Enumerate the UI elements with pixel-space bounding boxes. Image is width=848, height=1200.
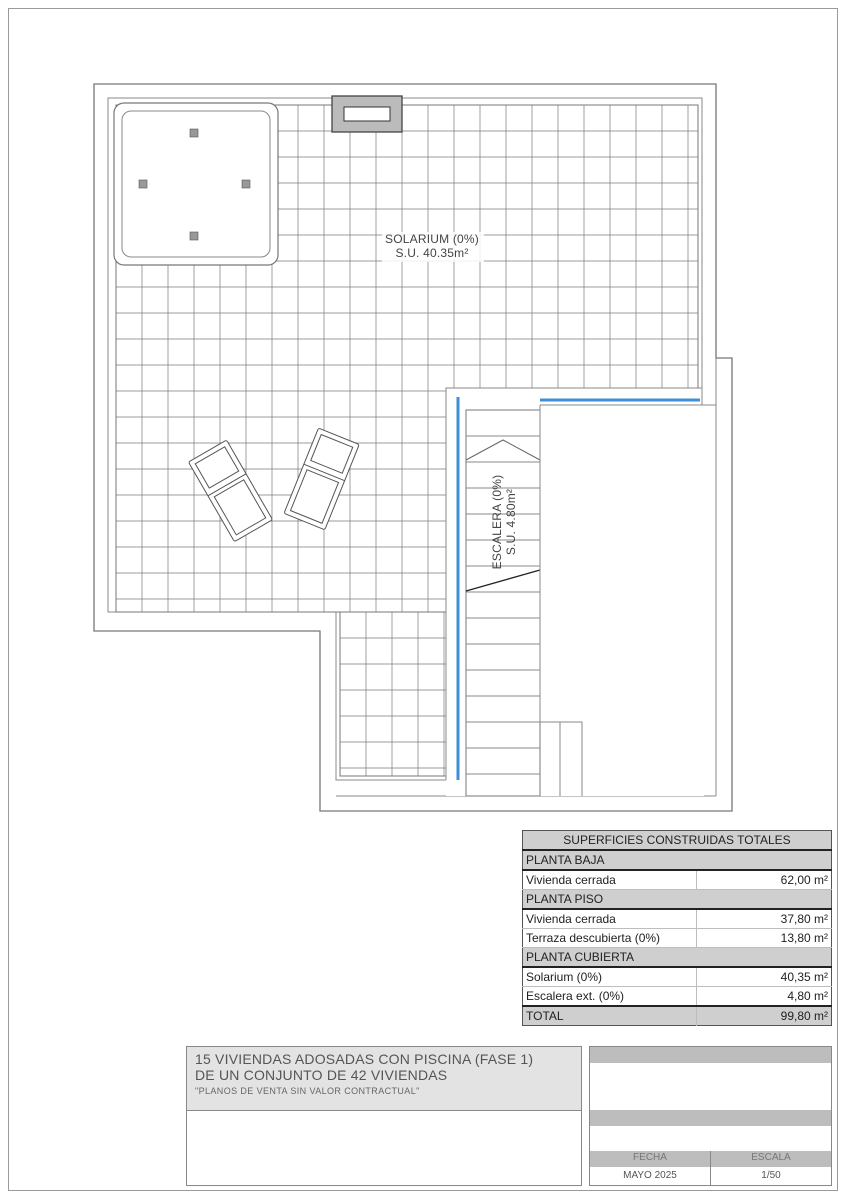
jacuzzi [114, 103, 278, 265]
table-row [523, 870, 832, 890]
table-row [523, 909, 832, 929]
row-label: Terraza descubierta (0%) [523, 929, 697, 948]
header-bar [590, 1110, 831, 1126]
row-value: 4,80 m² [697, 987, 832, 1007]
areas-table [522, 830, 832, 1026]
solarium-area: S.U. 40.35m² [395, 246, 469, 260]
fecha-value: MAYO 2025 [623, 1170, 677, 1181]
row-label: Vivienda cerrada [523, 870, 697, 890]
section-planta-baja: PLANTA BAJA [523, 850, 832, 870]
project-title-line2: DE UN CONJUNTO DE 42 VIVIENDAS [195, 1067, 448, 1083]
title-area [187, 1047, 581, 1111]
row-label: Vivienda cerrada [523, 909, 697, 929]
table-row [523, 929, 832, 948]
row-value: 37,80 m² [697, 909, 832, 929]
stair-label: ESCALERA (0%) [490, 474, 504, 570]
project-title-line1: 15 VIVIENDAS ADOSADAS CON PISCINA (FASE 1) [195, 1051, 534, 1067]
row-value: 40,35 m² [697, 967, 832, 987]
total-label: TOTAL [523, 1006, 697, 1026]
row-value: 13,80 m² [697, 929, 832, 948]
header-bar [590, 1047, 831, 1063]
solarium-label: SOLARIUM (0%) [385, 232, 479, 246]
title-block [186, 1046, 582, 1186]
row-label: Escalera ext. (0%) [523, 987, 697, 1007]
table-row [523, 967, 832, 987]
row-label: Solarium (0%) [523, 967, 697, 987]
total-value: 99,80 m² [697, 1006, 832, 1026]
section-planta-cubierta: PLANTA CUBIERTA [523, 948, 832, 968]
chimney [332, 96, 402, 132]
escala-label: ESCALA [751, 1152, 791, 1163]
total-row [523, 1006, 832, 1026]
section-planta-piso: PLANTA PISO [523, 890, 832, 910]
escala-value: 1/50 [761, 1170, 781, 1181]
fecha-label: FECHA [633, 1152, 667, 1163]
tile-grid-lower [340, 612, 446, 776]
areas-table-title: SUPERFICIES CONSTRUIDAS TOTALES [523, 831, 832, 851]
disclaimer-note: "PLANOS DE VENTA SIN VALOR CONTRACTUAL" [195, 1086, 420, 1096]
stair-area: S.U. 4.80m² [504, 488, 518, 556]
sun-lounger-left [188, 440, 272, 542]
table-row [523, 987, 832, 1007]
row-value: 62,00 m² [697, 870, 832, 890]
info-block [589, 1046, 832, 1186]
